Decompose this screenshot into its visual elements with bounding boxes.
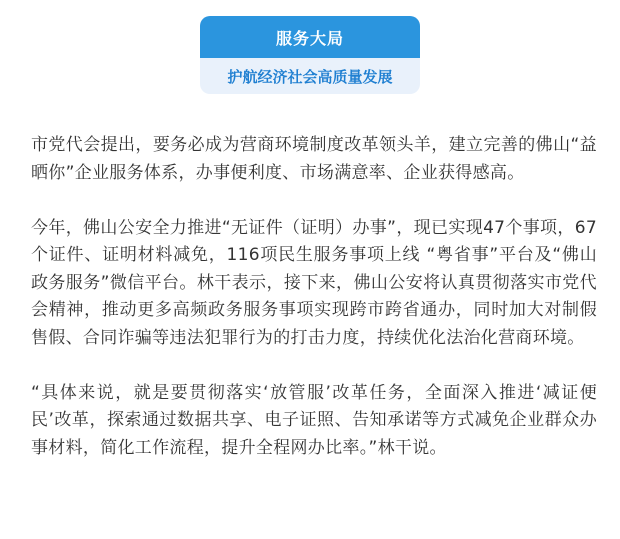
article-paragraph: 今年，佛山公安全力推进“无证件（证明）办事”，现已实现47个事项，67个证件、证明材料减免，116项民生服务事项上线 “粤省事”平台及“佛山政务服务”微信平台。林干表示，接下来，佛山公安将认真贯彻落实市党代会精神，推动更多高频政务服务事项实现跨市跨省通办，同时加大对制假售假、合同诈骗等违法犯罪行为的打击力度，持续优化法治化营商环境。 [31,217,597,348]
article-paragraph: “具体来说，就是要贯彻落实‘放管服’改革任务，全面深入推进‘减证便民’改革，探索通过数据共享、电子证照、告知承诺等方式减免企业群众办事材料，简化工作流程，提升全程网办比率。”林干说。 [31,382,597,458]
article-paragraph: 市党代会提出，要务必成为营商环境制度改革领头羊，建立完善的佛山“益晒你”企业服务体系，办事便利度、市场满意率、企业获得感高。 [31,135,597,183]
section-banner [200,16,420,94]
banner-title: 服务大局 [200,16,420,58]
article-body [31,132,597,490]
banner-subtitle: 护航经济社会高质量发展 [227,67,393,86]
